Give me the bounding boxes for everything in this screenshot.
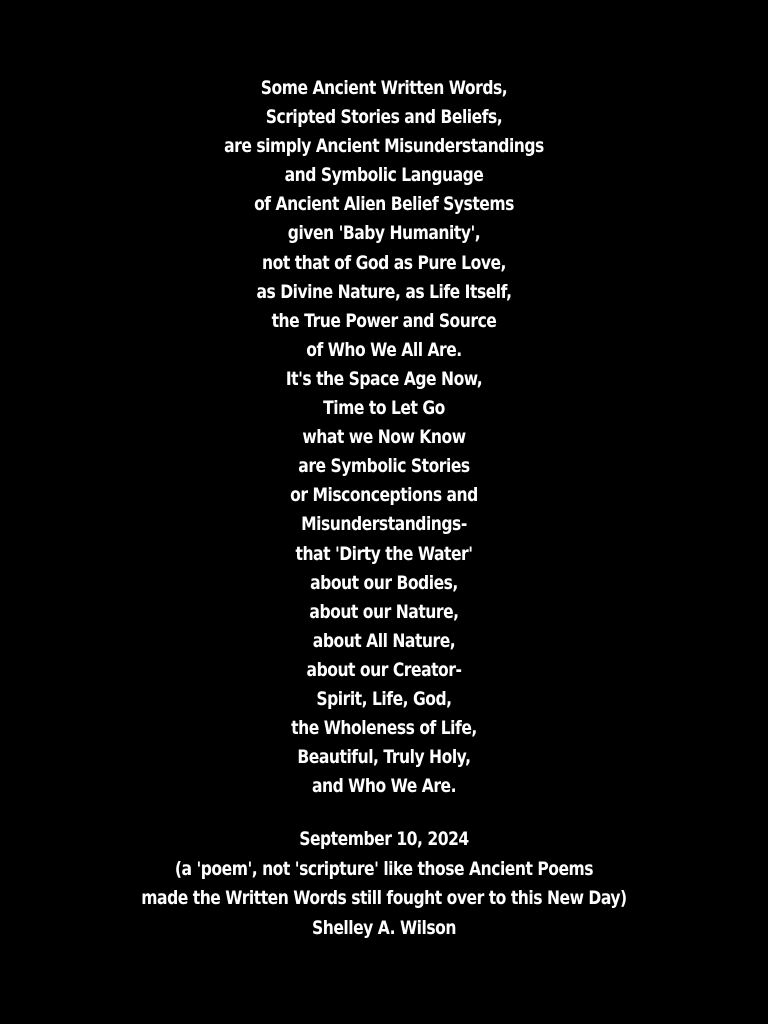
poem-line: and Symbolic Language — [284, 164, 484, 187]
poem-line: are Symbolic Stories — [298, 455, 470, 478]
poem-line: about our Bodies, — [310, 571, 458, 594]
poem-footer — [0, 825, 768, 943]
poem-line: about All Nature, — [312, 629, 456, 652]
poem-line: the Wholeness of Life, — [291, 717, 477, 740]
poem-line: Misunderstandings- — [301, 513, 467, 536]
poem-line: of Ancient Alien Belief Systems — [254, 193, 514, 216]
poem-line: are simply Ancient Misunderstandings — [224, 135, 544, 158]
poem-note-line: (a 'poem', not 'scripture' like those Ancient Poems — [174, 857, 594, 880]
poem-note-line: made the Written Words still fought over to this New Day) — [141, 887, 627, 909]
poem-date: September 10, 2024 — [299, 828, 469, 850]
poem-line: Spirit, Life, God, — [316, 687, 452, 710]
poem-line: or Misconceptions and — [290, 484, 478, 507]
poem-line: and Who We Are. — [311, 775, 457, 798]
poem-line: of Who We All Are. — [306, 338, 462, 361]
poem-line: It's the Space Age Now, — [285, 367, 483, 390]
poem-line: about our Nature, — [309, 600, 459, 623]
poem-line: not that of God as Pure Love, — [262, 251, 506, 274]
poem-line: about our Creator- — [306, 658, 462, 681]
poem-line: the True Power and Source — [271, 309, 497, 332]
poem-line: Scripted Stories and Beliefs, — [265, 106, 503, 129]
poem-body — [0, 74, 768, 801]
poem-line: Time to Let Go — [323, 397, 445, 420]
poem-line: Some Ancient Written Words, — [260, 77, 508, 99]
poem-line: what we Now Know — [302, 426, 466, 449]
poem-author: Shelley A. Wilson — [312, 916, 456, 939]
poem-line: as Divine Nature, as Life Itself, — [256, 280, 512, 303]
poem-line: Beautiful, Truly Holy, — [297, 746, 471, 769]
poem-line: given 'Baby Humanity', — [287, 222, 481, 245]
poem-line: that 'Dirty the Water' — [295, 542, 473, 565]
